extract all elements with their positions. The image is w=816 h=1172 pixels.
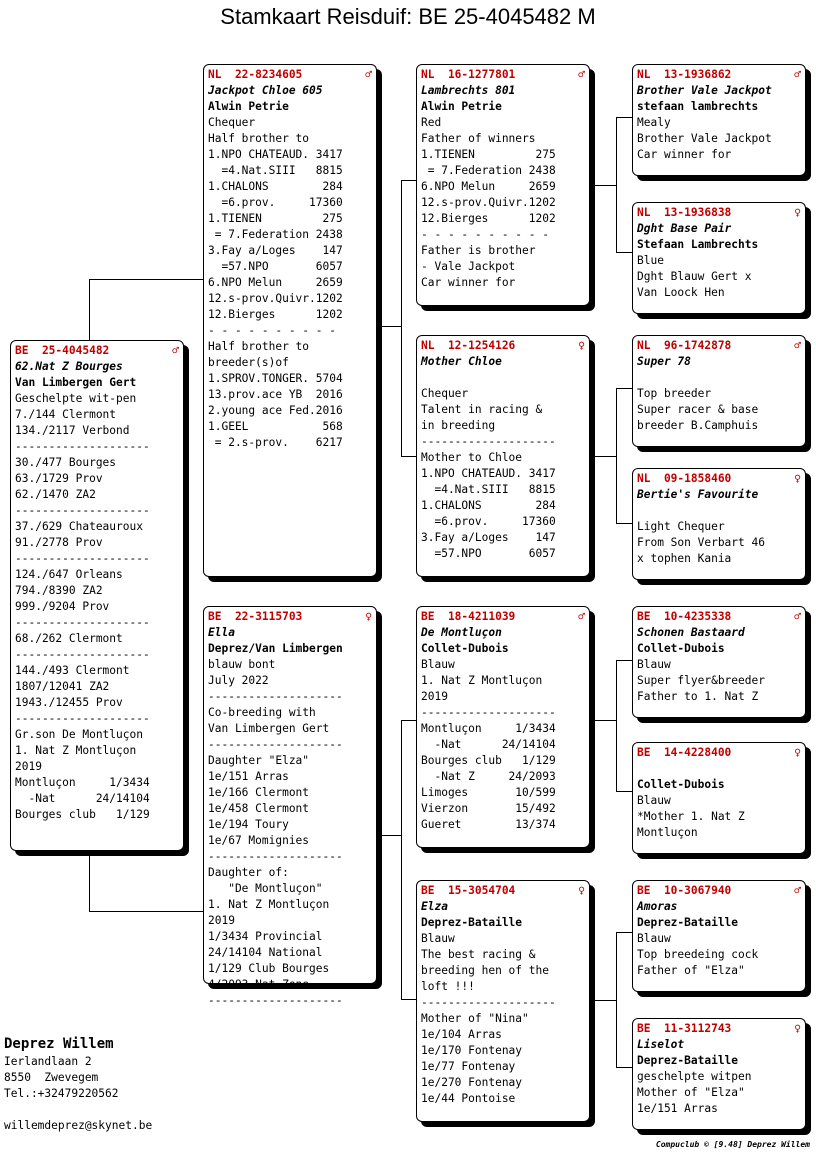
info-line: Daughter "Elza" [208, 754, 310, 767]
ring-number [15, 343, 177, 359]
ggp-card-mfm[interactable] [632, 742, 806, 854]
female-symbol-icon: ♀ [578, 884, 585, 897]
ring-number-text: BE 15-3054704 [421, 884, 516, 897]
ring-number [637, 67, 799, 83]
breeder-name: Deprez-Bataille [421, 916, 523, 929]
info-line: 1e/270 Fontenay [421, 1076, 523, 1089]
male-symbol-icon: ♂ [578, 68, 585, 81]
info-line: -------------------- [208, 994, 343, 1007]
connector-line [616, 932, 617, 1068]
owner-info [4, 1034, 152, 1134]
info-line: 124./647 Orleans [15, 568, 123, 581]
info-line: Father of winners [421, 132, 536, 145]
info-line: July 2022 [208, 674, 269, 687]
info-line: 1. Nat Z Montluçon [15, 744, 137, 757]
footer-credit: Compuclub © [9.48] Deprez Willem [655, 1140, 810, 1149]
info-line: 63./1729 Prov [15, 472, 103, 485]
info-line: Montluçon [637, 826, 698, 839]
ggp-card-fff[interactable] [632, 64, 806, 176]
info-line: -Nat Z 24/2093 [421, 770, 556, 783]
info-line: 1.NPO CHATEAUD. 3417 [208, 148, 343, 161]
info-line: Blue [637, 254, 664, 267]
male-symbol-icon: ♂ [794, 884, 801, 897]
breeder-name: stefaan lambrechts [637, 100, 759, 113]
ggp-card-ffm[interactable] [632, 202, 806, 314]
connector-line [589, 185, 617, 186]
info-line: Top breeder [637, 387, 712, 400]
connector-line [616, 117, 633, 118]
father-card[interactable] [203, 64, 377, 577]
ring-number [637, 205, 799, 221]
ring-number [637, 745, 799, 761]
info-line: Bourges club 1/129 [421, 754, 556, 767]
connector-line [589, 1000, 617, 1001]
info-line: Mother to Chloe [421, 451, 523, 464]
info-line: Blauw [637, 658, 671, 671]
info-line: *Mother 1. Nat Z [637, 810, 745, 823]
info-line: 3.Fay a/Loges 147 [421, 531, 556, 544]
info-line: Mealy [637, 116, 671, 129]
info-line: Car winner for [421, 276, 516, 289]
ring-number-text: NL 09-1858460 [637, 472, 732, 485]
info-line: - Vale Jackpot [421, 260, 516, 273]
pigeon-name: Brother Vale Jackpot [637, 84, 772, 97]
info-line: Red [421, 116, 442, 129]
ring-number-text: BE 25-4045482 [15, 344, 110, 357]
info-line: 1.CHALONS 284 [421, 499, 556, 512]
ring-number-text: NL 13-1936838 [637, 206, 732, 219]
pigeon-name: Ella [208, 626, 235, 639]
breeder-name [421, 370, 583, 386]
info-line: Daughter of: [208, 866, 289, 879]
connector-line [401, 720, 402, 1000]
info-line: Vierzon 15/492 [421, 802, 556, 815]
info-line: x tophen Kania [637, 552, 732, 565]
breeder-name: Alwin Petrie [421, 100, 502, 113]
ring-number-text: BE 10-4235338 [637, 610, 732, 623]
female-symbol-icon: ♀ [578, 339, 585, 352]
connector-line [616, 932, 633, 933]
info-line: "De Montluçon" [208, 882, 323, 895]
mother-card[interactable] [203, 606, 377, 1007]
female-symbol-icon: ♀ [365, 610, 372, 623]
info-line: Half brother to [208, 132, 310, 145]
info-line: 13.prov.ace YB 2016 [208, 388, 343, 401]
info-line: 12.Bierges 1202 [421, 212, 556, 225]
owner-phone: Tel.:+32479220562 [4, 1087, 119, 1100]
info-line: 91./2778 Prov [15, 536, 103, 549]
connector-line [616, 523, 633, 524]
info-line: 1807/12041 ZA2 [15, 680, 110, 693]
connector-line [616, 117, 617, 253]
male-symbol-icon: ♂ [794, 610, 801, 623]
connector-line [89, 911, 205, 912]
info-line: 12.s-prov.Quivr.1202 [208, 292, 343, 305]
info-line: =6.prov. 17360 [208, 196, 343, 209]
info-line: =6.prov. 17360 [421, 515, 556, 528]
connector-line [89, 279, 205, 280]
breeder-name: Collet-Dubois [421, 642, 509, 655]
info-line: Dght Blauw Gert x [637, 270, 752, 283]
info-line: 7./144 Clermont [15, 408, 117, 421]
pigeon-name: Jackpot Chloe 605 [208, 84, 323, 97]
connector-line [401, 180, 402, 457]
info-line: -------------------- [15, 648, 150, 661]
info-line: 12.Bierges 1202 [208, 308, 343, 321]
pigeon-name: Super 78 [637, 355, 691, 368]
breeder-name: Collet-Dubois [637, 778, 725, 791]
breeder-name: Collet-Dubois [637, 642, 725, 655]
info-line: -------------------- [421, 996, 556, 1009]
info-line: Mother of "Elza" [637, 1086, 745, 1099]
info-line: -------------------- [208, 738, 343, 751]
info-line: = 2.s-prov. 6217 [208, 436, 343, 449]
pigeon-name: 62.Nat Z Bourges [15, 360, 123, 373]
info-line: 24/14104 National [208, 946, 323, 959]
info-line: = 7.Federation 2438 [208, 228, 343, 241]
info-line: Chequer [208, 116, 256, 129]
info-line: 37./629 Chateauroux [15, 520, 143, 533]
info-line: 6.NPO Melun 2659 [421, 180, 556, 193]
pigeon-name: Schonen Bastaard [637, 626, 745, 639]
ring-number [637, 1021, 799, 1037]
ring-number-text: NL 22-8234605 [208, 68, 303, 81]
info-line: 1.CHALONS 284 [208, 180, 343, 193]
connector-line [616, 660, 633, 661]
connector-line [376, 835, 402, 836]
info-line: 2019 [208, 914, 235, 927]
ring-number-text: NL 13-1936862 [637, 68, 732, 81]
ring-number [637, 338, 799, 354]
pigeon-name: Mother Chloe [421, 355, 502, 368]
female-symbol-icon: ♀ [794, 746, 801, 759]
info-line: 794./8390 ZA2 [15, 584, 103, 597]
info-line: 1e/170 Fontenay [421, 1044, 523, 1057]
info-line: 999./9204 Prov [15, 600, 110, 613]
info-line: 1943./12455 Prov [15, 696, 123, 709]
info-line: 1e/67 Momignies [208, 834, 310, 847]
info-line: -------------------- [15, 440, 150, 453]
ring-number [637, 609, 799, 625]
info-line: The best racing & [421, 948, 536, 961]
breeder-name [637, 370, 799, 386]
info-line: -------------------- [421, 435, 556, 448]
info-line: Father to 1. Nat Z [637, 690, 759, 703]
info-line: 1.TIENEN 275 [208, 212, 343, 225]
info-line: Blauw [637, 932, 671, 945]
info-line: Super racer & base [637, 403, 759, 416]
info-line: 2019 [15, 760, 42, 773]
info-line: Light Chequer [637, 520, 725, 533]
ring-number-text: NL 16-1277801 [421, 68, 516, 81]
pigeon-name: Dght Base Pair [637, 222, 732, 235]
info-line: Father is brother [421, 244, 536, 257]
male-symbol-icon: ♂ [794, 68, 801, 81]
pigeon-name: Liselot [637, 1038, 685, 1051]
pigeon-name: Bertie's Favourite [637, 488, 759, 501]
info-line: 3.Fay a/Loges 147 [208, 244, 343, 257]
maternal-grandmother-card[interactable] [416, 880, 590, 1122]
breeder-name: Deprez-Bataille [637, 1054, 739, 1067]
info-line: - - - - - - - - - - [421, 228, 549, 241]
info-line: Brother Vale Jackpot [637, 132, 772, 145]
ring-number [421, 67, 583, 83]
connector-line [616, 660, 617, 792]
info-line: blauw bont [208, 658, 276, 671]
info-line: in breeding [421, 419, 496, 432]
info-line: 4/2093 Nat Zone [208, 978, 310, 991]
ring-number-text: NL 12-1254126 [421, 339, 516, 352]
ggp-card-mmf[interactable] [632, 880, 806, 992]
info-line: 1e/77 Fontenay [421, 1060, 516, 1073]
info-line: Super flyer&breeder [637, 674, 765, 687]
info-line: 2019 [421, 690, 448, 703]
paternal-grandmother-card[interactable] [416, 335, 590, 577]
info-line: Gueret 13/374 [421, 818, 556, 831]
info-line: Half brother to [208, 340, 310, 353]
pigeon-name [637, 761, 799, 777]
ggp-card-mmm[interactable] [632, 1018, 806, 1130]
connector-line [616, 388, 633, 389]
info-line: -------------------- [208, 850, 343, 863]
info-line: Top breedeing cock [637, 948, 759, 961]
info-line: Co-breeding with [208, 706, 316, 719]
info-line: -------------------- [15, 504, 150, 517]
paternal-grandfather-card[interactable] [416, 64, 590, 306]
connector-line [589, 720, 617, 721]
info-line: = 7.Federation 2438 [421, 164, 556, 177]
info-line: Blauw [421, 658, 455, 671]
info-line: Geschelpte wit-pen [15, 392, 137, 405]
info-line: breeder B.Camphuis [637, 419, 759, 432]
info-line: Van Loock Hen [637, 286, 725, 299]
info-line: Talent in racing & [421, 403, 543, 416]
breeder-name: Van Limbergen Gert [15, 376, 137, 389]
info-line: -Nat 24/14104 [15, 792, 150, 805]
ring-number-text: BE 10-3067940 [637, 884, 732, 897]
pigeon-name: De Montluçon [421, 626, 502, 639]
info-line: 1/3434 Provincial [208, 930, 323, 943]
info-line: -------------------- [15, 712, 150, 725]
ring-number [208, 67, 370, 83]
info-line: Van Limbergen Gert [208, 722, 330, 735]
info-line: Father of "Elza" [637, 964, 745, 977]
owner-name: Deprez Willem [4, 1036, 114, 1052]
info-line: 144./493 Clermont [15, 664, 130, 677]
info-line: =57.NPO 6057 [421, 547, 556, 560]
info-line: 12.s-prov.Quivr.1202 [421, 196, 556, 209]
info-line: 1e/104 Arras [421, 1028, 502, 1041]
breeder-name [637, 503, 799, 519]
info-line: -------------------- [15, 616, 150, 629]
ggp-card-fmf[interactable] [632, 335, 806, 447]
info-line: 6.NPO Melun 2659 [208, 276, 343, 289]
info-line: -------------------- [421, 706, 556, 719]
ring-number [637, 471, 799, 487]
info-line: - - - - - - - - - - [208, 324, 336, 337]
info-line: Blauw [421, 932, 455, 945]
info-line: geschelpte witpen [637, 1070, 752, 1083]
info-line: 62./1470 ZA2 [15, 488, 96, 501]
ring-number [637, 883, 799, 899]
ggp-card-mff[interactable] [632, 606, 806, 718]
ggp-card-fmm[interactable] [632, 468, 806, 580]
maternal-grandfather-card[interactable] [416, 606, 590, 848]
info-line: Limoges 10/599 [421, 786, 556, 799]
male-symbol-icon: ♂ [578, 610, 585, 623]
connector-line [89, 279, 90, 341]
male-symbol-icon: ♂ [794, 339, 801, 352]
connector-line [89, 852, 90, 912]
owner-city: 8550 Zwevegem [4, 1071, 99, 1084]
connector-line [589, 456, 617, 457]
info-line: -Nat 24/14104 [421, 738, 556, 751]
info-line: breeder(s)of [208, 356, 289, 369]
ring-number [208, 609, 370, 625]
info-line: 1.GEEL 568 [208, 420, 343, 433]
male-symbol-icon: ♂ [172, 344, 179, 357]
female-symbol-icon: ♀ [794, 206, 801, 219]
breeder-name: Stefaan Lambrechts [637, 238, 759, 251]
info-line: 68./262 Clermont [15, 632, 123, 645]
info-line: 134./2117 Verbond [15, 424, 130, 437]
info-line: 30./477 Bourges [15, 456, 117, 469]
male-symbol-icon: ♂ [365, 68, 372, 81]
info-line: Montluçon 1/3434 [421, 722, 556, 735]
connector-line [616, 1067, 633, 1068]
connector-line [616, 388, 617, 524]
female-symbol-icon: ♀ [794, 472, 801, 485]
info-line: Car winner for [637, 148, 732, 161]
info-line: Chequer [421, 387, 469, 400]
info-line: breeding hen of the [421, 964, 549, 977]
info-line: From Son Verbart 46 [637, 536, 765, 549]
info-line: 1.SPROV.TONGER. 5704 [208, 372, 343, 385]
info-line: 1. Nat Z Montluçon [208, 898, 330, 911]
info-line: 1. Nat Z Montluçon [421, 674, 543, 687]
female-symbol-icon: ♀ [794, 1022, 801, 1035]
info-line: =57.NPO 6057 [208, 260, 343, 273]
info-line: 1e/194 Toury [208, 818, 289, 831]
connector-line [376, 326, 402, 327]
ring-number [421, 609, 583, 625]
info-line: =4.Nat.SIII 8815 [208, 164, 343, 177]
breeder-name: Deprez/Van Limbergen [208, 642, 343, 655]
info-line: =4.Nat.SIII 8815 [421, 483, 556, 496]
info-line: Gr.son De Montluçon [15, 728, 143, 741]
info-line: 1e/151 Arras [637, 1102, 718, 1115]
ring-number-text: BE 22-3115703 [208, 610, 303, 623]
connector-line [616, 791, 633, 792]
pigeon-name: Lambrechts 801 [421, 84, 516, 97]
info-line: Mother of "Nina" [421, 1012, 529, 1025]
ring-number-text: BE 18-4211039 [421, 610, 516, 623]
pigeon-name: Elza [421, 900, 448, 913]
info-line: 1.TIENEN 275 [421, 148, 556, 161]
info-line: 2.young ace Fed.2016 [208, 404, 343, 417]
ring-number-text: BE 14-4228400 [637, 746, 732, 759]
ring-number-text: BE 11-3112743 [637, 1022, 732, 1035]
pigeon-name: Amoras [637, 900, 678, 913]
pedigree-title: Stamkaart Reisduif: BE 25-4045482 M [220, 4, 596, 29]
connector-line [616, 252, 633, 253]
info-line: loft !!! [421, 980, 475, 993]
info-line: 1e/151 Arras [208, 770, 289, 783]
ring-number-text: NL 96-1742878 [637, 339, 732, 352]
ring-number [421, 338, 583, 354]
ring-number [421, 883, 583, 899]
info-line: Bourges club 1/129 [15, 808, 150, 821]
info-line: 1e/44 Pontoise [421, 1092, 516, 1105]
owner-address: Ierlandlaan 2 [4, 1055, 92, 1068]
owner-email[interactable]: willemdeprez@skynet.be [4, 1119, 153, 1132]
info-line: -------------------- [208, 690, 343, 703]
info-line: 1e/458 Clermont [208, 802, 310, 815]
breeder-name: Alwin Petrie [208, 100, 289, 113]
info-line: 1/129 Club Bourges [208, 962, 330, 975]
breeder-name: Deprez-Bataille [637, 916, 739, 929]
info-line: Montluçon 1/3434 [15, 776, 150, 789]
info-line: -------------------- [15, 552, 150, 565]
info-line: 1e/166 Clermont [208, 786, 310, 799]
info-line: Blauw [637, 794, 671, 807]
info-line: 1.NPO CHATEAUD. 3417 [421, 467, 556, 480]
subject-pigeon-card[interactable] [10, 340, 184, 851]
